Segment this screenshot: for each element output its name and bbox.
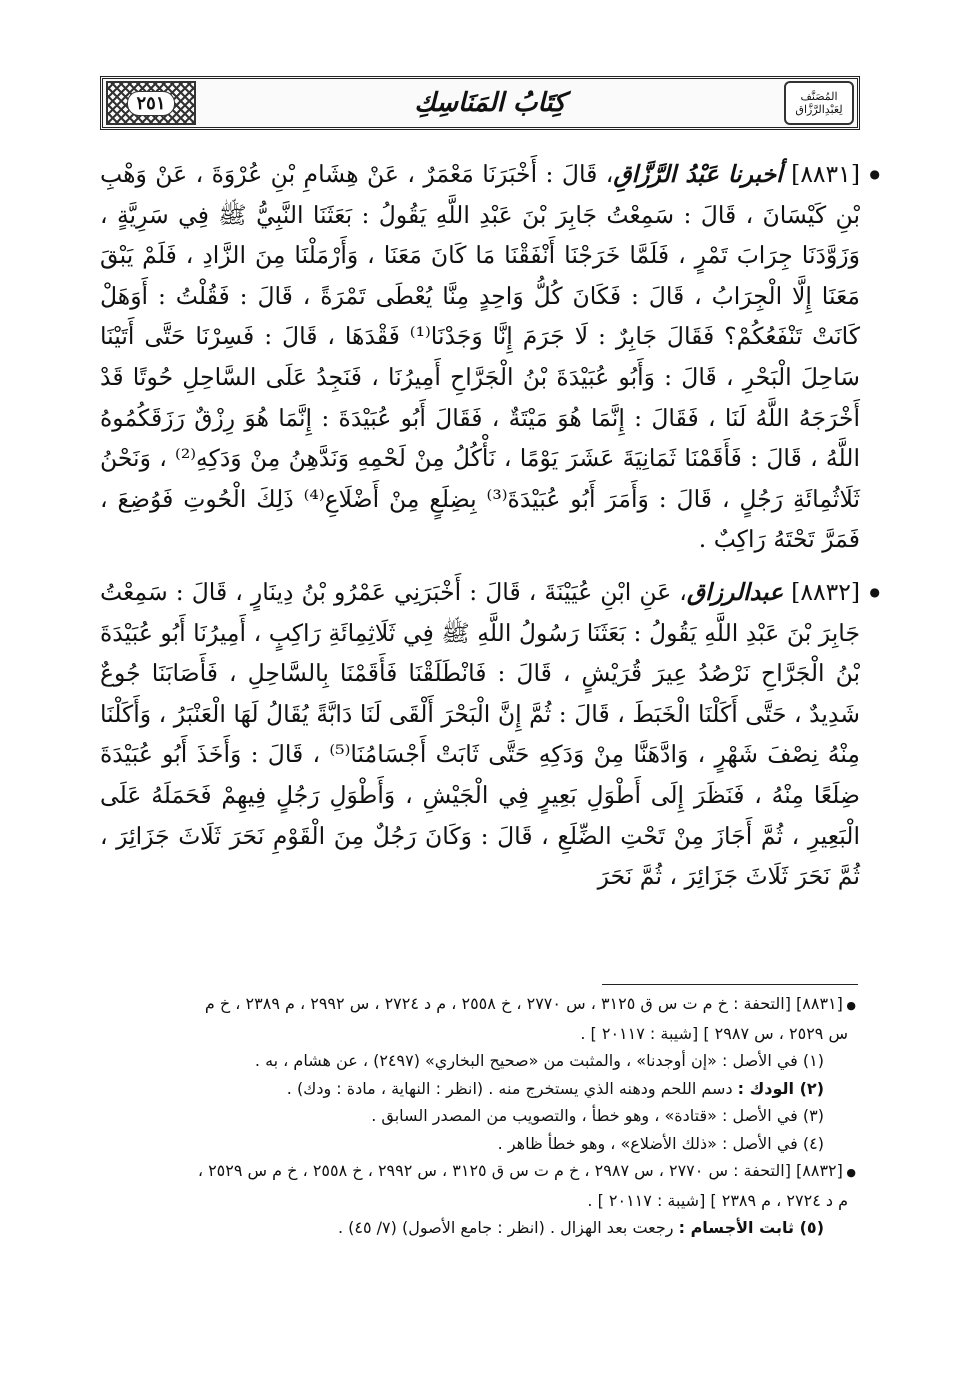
- hadith-8832: [100, 572, 860, 897]
- page-number: ٢٥١: [127, 91, 174, 116]
- footnote-ref-8831-cont: س ٢٥٢٩ ، س ٢٩٨٧ ] [شيبة : ٢٠١١٧ ] .: [580, 1023, 848, 1043]
- seal-line-2: لِعَبْدِالرَّزَّاق: [795, 103, 843, 116]
- footnote-5-label: (٥) ثابت الأجسام :: [678, 1218, 824, 1237]
- footnote-separator: [602, 984, 858, 985]
- footnote-ref-8832-cont: م د ٢٧٢٤ ، م ٢٣٨٩ ] [شيبة : ٢٠١١٧ ] .: [587, 1190, 848, 1210]
- footnote-1: (١) في الأصل : «إن أوجدنا» ، والمثبت من «صحيح البخاري» (٢٤٩٧) ، عن هشام ، به .: [254, 1051, 824, 1070]
- hadith-8831: [100, 154, 860, 560]
- hadith-lead: عبدالرزاق: [686, 577, 784, 606]
- hadith-lead: أخبرنا عَبْدُ الرَّزَّاقِ: [613, 160, 783, 188]
- footnote-5: [100, 1214, 860, 1242]
- page-number-ornament: [106, 81, 196, 125]
- hadith-number: [٨٨٣١]: [791, 160, 860, 188]
- footnote-5-text: رجعت بعد الهزال . (انظر : جامع الأصول) (٧/ ٤٥) .: [337, 1218, 674, 1237]
- footnote-3: (٣) في الأصل : «قتادة» ، وهو خطأ ، والتصويب من المصدر السابق .: [371, 1106, 824, 1125]
- main-text: [100, 154, 860, 909]
- page-header: [100, 76, 860, 130]
- footnote-2: [100, 1075, 860, 1103]
- seal-line-1: المُصَنَّف: [800, 90, 838, 103]
- footnote-2-text: دسم اللحم ودهنه الذي يستخرج منه . (انظر : النهاية ، مادة : ودك) .: [286, 1078, 733, 1098]
- footnote-4: (٤) في الأصل : «ذلك الأضلاع» ، وهو خطأ ظاهر .: [497, 1133, 824, 1153]
- footnote-2-label: (٢) الودك :: [737, 1078, 824, 1098]
- book-seal: [784, 81, 854, 125]
- footnotes: [100, 990, 860, 1242]
- chapter-title: كِتَابُ المَنَاسِكِ: [414, 88, 566, 118]
- footnote-ref-8832: ● [٨٨٣٢] [التحفة : س ٢٧٧٠ ، س ٢٩٨٧ ، خ م ت س ق ٣١٢٥ ، س ٢٩٩٢ ، خ ٢٥٥٨ ، خ م س ٢٥٢٩ ،: [100, 1157, 860, 1187]
- footnote-ref-8831: ● [٨٨٣١] [التحفة : خ م ت س ق ٣١٢٥ ، س ٢٧٧٠ ، خ ٢٥٥٨ ، م د ٢٧٢٤ ، س ٢٩٩٢ ، م ٢٣٨٩ ، خ م: [100, 990, 860, 1020]
- hadith-text: ، عَنِ ابْنِ عُيَيْنَةَ ، قَالَ : أَخْبَرَنِي عَمْرُو بْنُ دِينَارٍ ، قَالَ : سَمِعْتُ جَابِرَ بْنَ عَبْدِ اللَّهِ يَقُولُ : بَعَثَنَا رَسُولُ اللَّهِ ﷺ فِي ثَلَاثِمِائَةِ رَاكِبٍ ، أَمِيرُنَا أَبُو عُبَيْدَةَ بْنُ الْجَرَّاحِ نَرْصُدُ عِيرَ قُرَيْشٍ ، قَالَ : فَانْطَلَقْنَا فَأَقَمْنَا بِالسَّاحِلِ ، فَأَصَابَنَا جُوعٌ شَدِيدٌ ، حَتَّى أَكَلْنَا الْخَبَطَ ، قَالَ : ثُمَّ إِنَّ الْبَحْرَ أَلْقَى لَنَا دَابَّةً يُقَالُ لَهَا الْعَنْبَرُ ، وَأَكَلْنَا مِنْهُ نِصْفَ شَهْرٍ ، وَادَّهَنَّا مِنْ وَدَكِهِ حَتَّى ثَابَتْ أَجْسَامُنَا⁽⁵⁾ ، قَالَ : وَأَخَذَ أَبُو عُبَيْدَةَ ضِلَعًا مِنْهُ ، فَنَظَرَ إِلَى أَطْوَلِ بَعِيرٍ فِي الْجَيْشِ ، وَأَطْوَلِ رَجُلٍ فِيهِمْ فَحَمَلَهُ عَلَى الْبَعِيرِ ، ثُمَّ أَجَازَ مِنْ تَحْتِ الضِّلَعِ ، قَالَ : وَكَانَ رَجُلٌ مِنَ الْقَوْمِ نَحَرَ ثَلَاثَ جَزَائِرَ ، ثُمَّ نَحَرَ ثَلَاثَ جَزَائِرَ ، ثُمَّ نَحَرَ: [100, 577, 860, 891]
- hadith-text: ، قَالَ : أَخْبَرَنَا مَعْمَرٌ ، عَنْ هِشَامِ بْنِ عُرْوَةَ ، عَنْ وَهْبِ بْنِ كَيْسَانَ ، قَالَ : سَمِعْتُ جَابِرَ بْنَ عَبْدِ اللَّهِ يَقُولُ : بَعَثَنَا النَّبِيُّ ﷺ فِي سَرِيَّةٍ ، وَزَوَّدَنَا جِرَابَ تَمْرٍ ، فَلَمَّا خَرَجْنَا أَنْفَقْنَا مَا كَانَ مَعَنَا ، وَأَرْمَلْنَا مِنَ الزَّادِ ، فَلَمْ يَبْقَ مَعَنَا إِلَّا الْجِرَابُ ، قَالَ : فَكَانَ كُلُّ وَاحِدٍ مِنَّا يُعْطَى تَمْرَةً ، قَالَ : فَقُلْتُ : أَوَهَلْ كَانَتْ تَنْفَعُكُمْ؟ فَقَالَ جَابِرٌ : لَا جَرَمَ إِنَّا وَجَدْنَا⁽¹⁾ فَقْدَهَا ، قَالَ : فَسِرْنَا حَتَّى أَتَيْنَا سَاحِلَ الْبَحْرِ ، قَالَ : وَأَبُو عُبَيْدَةَ بْنُ الْجَرَّاحِ أَمِيرُنَا ، فَنَجِدُ عَلَى السَّاحِلِ حُوتًا قَدْ أَخْرَجَهُ اللَّهُ لَنَا ، فَقَالَ : إِنَّمَا هُوَ مَيْتَةٌ ، فَقَالَ أَبُو عُبَيْدَةَ : إِنَّمَا هُوَ رِزْقٌ رَزَقَكُمُوهُ اللَّهُ ، قَالَ : فَأَقَمْنَا ثَمَانِيَةَ عَشَرَ يَوْمًا ، نَأْكُلُ مِنْ لَحْمِهِ وَنَدَّهِنُ مِنْ وَدَكِهِ⁽²⁾ ، وَنَحْنُ ثَلَاثُمِائَةِ رَجُلٍ ، قَالَ : وَأَمَرَ أَبُو عُبَيْدَةَ⁽³⁾ بِضِلَعٍ مِنْ أَضْلَاعِ⁽⁴⁾ ذَلِكَ الْحُوتِ فَوُضِعَ ، فَمَرَّ تَحْتَهُ رَاكِبٌ .: [100, 160, 861, 554]
- hadith-number: [٨٨٣٢]: [791, 577, 860, 606]
